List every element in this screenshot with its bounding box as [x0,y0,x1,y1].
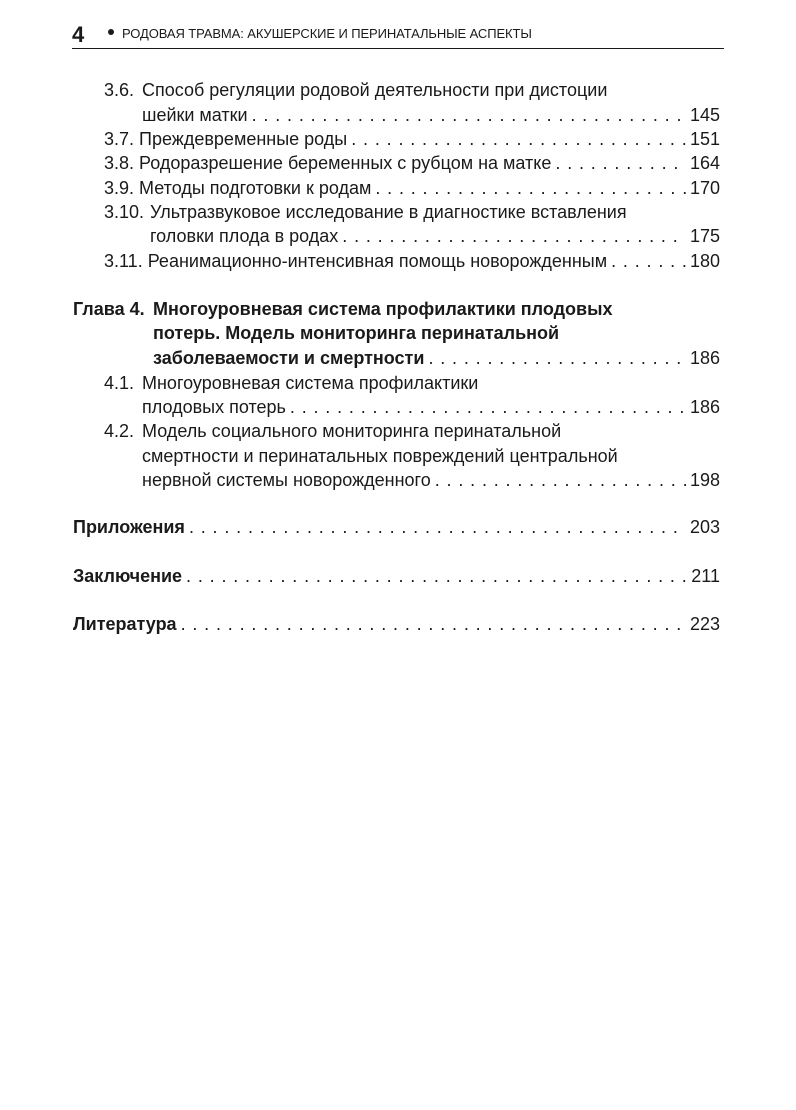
chapter-label: Глава 4. [73,299,145,319]
toc-entry-number: 3.7. [104,129,135,149]
dot-leader [252,102,686,128]
toc-chapter-4-line2 [0,320,796,346]
toc-entry-number: 3.11. [104,251,143,271]
toc-entry-3-11[interactable] [104,248,720,274]
toc-appendix[interactable] [73,514,720,540]
toc-entry-3-6-line1 [0,77,796,103]
toc-page-number: 175 [689,226,720,246]
toc-entry-title: Способ регуляции родовой деятельности при дистоции [142,80,608,100]
toc-entry-title: Модель социального мониторинга перинатальной [142,421,562,441]
toc-section-title: Литература [73,614,177,634]
toc-entry-4-1-line1 [0,370,796,396]
dot-leader [428,345,686,371]
toc-references[interactable] [73,611,720,637]
toc-entry-title: Ультразвуковое исследование в диагностике вставления [150,202,627,222]
toc-page-number: 186 [689,397,720,417]
toc-page-number: 164 [689,153,720,173]
dot-leader [181,611,686,637]
toc-entry-4-2[interactable] [142,467,720,493]
dot-leader [611,248,686,274]
toc-entry-title: шейки матки [142,105,248,125]
dot-leader [555,150,686,176]
toc-entry-title: Родоразрешение беременных с рубцом на матке [139,153,552,173]
toc-entry-number: 3.8. [104,153,135,173]
toc-page-number: 170 [689,178,720,198]
dot-leader [189,514,686,540]
toc-entry-number: 4.2. [104,421,135,441]
toc-entry-4-2-line1 [0,418,796,444]
toc-entry-3-10[interactable] [150,223,720,249]
chapter-title: заболеваемости и смертности [153,348,425,368]
dot-leader [375,175,686,201]
toc-entry-title: плодовых потерь [142,397,286,417]
toc-entry-title: головки плода в родах [150,226,339,246]
toc-entry-title: смертности и перинатальных повреждений центральной [142,446,618,466]
toc-page-number: 198 [689,470,720,490]
toc-page-number: 203 [689,517,720,537]
toc-entry-3-7[interactable] [104,126,720,152]
chapter-title: Многоуровневая система профилактики плодовых [153,299,613,319]
toc-page-number: 186 [689,348,720,368]
toc-chapter-4[interactable] [153,345,720,371]
toc-entry-number: 3.9. [104,178,135,198]
toc-section-title: Заключение [73,566,183,586]
toc-entry-3-9[interactable] [104,175,720,201]
dot-leader [342,223,686,249]
chapter-title: потерь. Модель мониторинга перинатальной [153,323,560,343]
toc-entry-title: Реанимационно-интенсивная помощь новорожденным [147,251,608,271]
toc-page-number: 180 [689,251,720,271]
running-header [72,24,724,49]
toc-conclusion[interactable] [73,563,720,589]
toc-section-title: Приложения [73,517,185,537]
toc-page-number: 223 [689,614,720,634]
toc-entry-title: нервной системы новорожденного [142,470,431,490]
toc-entry-3-8[interactable] [104,150,720,176]
dot-leader [290,394,686,420]
toc-entry-3-10-line1 [0,199,796,225]
toc-entry-4-1[interactable] [142,394,720,420]
toc-entry-title: Многоуровневая система профилактики [142,373,479,393]
toc-chapter-4-line1 [0,296,796,322]
dot-leader [435,467,686,493]
toc-entry-title: Методы подготовки к родам [139,178,372,198]
toc-entry-number: 3.6. [104,80,135,100]
toc-entry-number: 4.1. [104,373,135,393]
page-number: 4 [72,22,85,47]
toc-entry-3-6[interactable] [142,102,720,128]
toc-page-number: 211 [691,566,720,586]
dot-leader [186,563,687,589]
running-title: РОДОВАЯ ТРАВМА: АКУШЕРСКИЕ И ПЕРИНАТАЛЬНЫЕ АСПЕКТЫ [122,26,532,41]
bullet-icon [108,29,114,35]
dot-leader [351,126,686,152]
toc-entry-number: 3.10. [104,202,145,222]
toc-page-number: 151 [689,129,720,149]
toc-entry-title: Преждевременные роды [139,129,348,149]
toc-entry-4-2-line2 [0,443,796,469]
toc-page-number: 145 [689,105,720,125]
